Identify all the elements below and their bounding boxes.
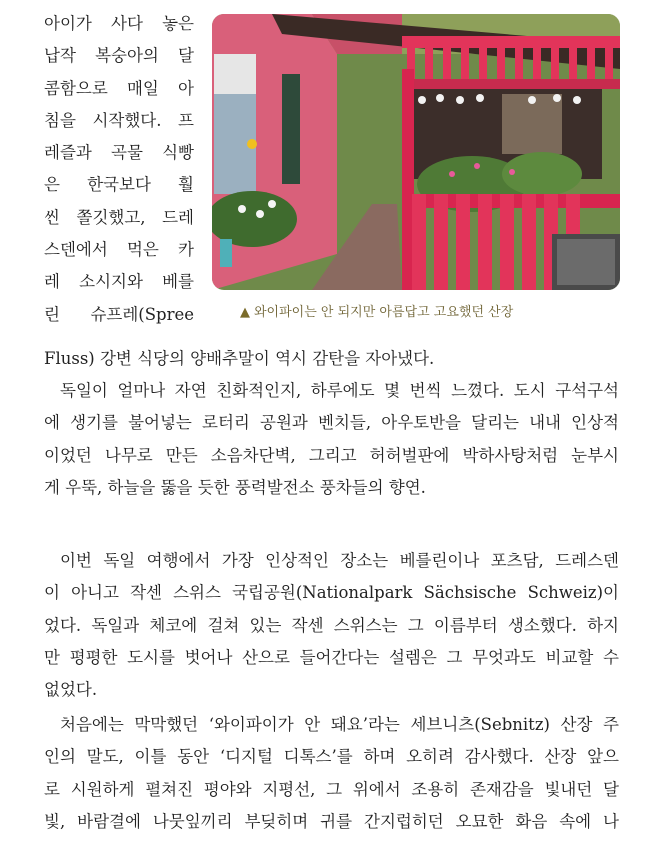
triangle-icon: ▲ [240, 305, 250, 320]
text-line: 독일이 얼마나 자연 친화적인지, 하루에도 몇 번씩 느꼈다. 도시 구석구석 [60, 381, 619, 400]
paragraph-2 [44, 375, 619, 504]
paragraph-1 [44, 343, 619, 375]
text-line: 만 평평한 도시를 벗어나 산으로 들어간다는 설렘은 그 무엇과도 비교할 수 [44, 647, 619, 667]
photo-caption [240, 301, 513, 320]
cottage-photo [212, 14, 620, 290]
text-line: 레즐과 곡물 식빵 [44, 143, 194, 163]
text-line: 없었다. [44, 680, 98, 700]
text-line: 콤함으로 매일 아 [44, 78, 194, 98]
text-line: 빛, 바람결에 나뭇잎끼리 부딪히며 귀를 간지럽히던 오묘한 화음 속에 나 [44, 811, 619, 831]
paragraph-4 [44, 709, 619, 838]
text-line: 인의 말도, 이틀 동안 ‘디지털 디톡스’를 하며 오히려 감사했다. 산장 앞으 [44, 747, 619, 767]
text-line: 린 슈프레(Spree [44, 304, 194, 324]
text-line: 납작 복숭아의 달 [44, 46, 194, 66]
text-line: 었다. 독일과 체코에 걸쳐 있는 작센 스위스는 그 이름부터 생소했다. 하지 [44, 615, 619, 635]
paragraph-3 [44, 545, 619, 706]
text-line: 침을 시작했다. 프 [44, 110, 194, 130]
text-line: 씬 쫄깃했고, 드레 [44, 207, 194, 227]
text-line: 아이가 사다 놓은 [44, 14, 194, 33]
text-line: 이번 독일 여행에서 가장 인상적인 장소는 베를린이나 포츠담, 드레스덴 [60, 551, 619, 570]
text-line: 이었던 나무로 만든 소음차단벽, 그리고 허허벌판에 박하사탕처럼 눈부시 [44, 445, 619, 465]
text-line: 에 생기를 불어넣는 로터리 공원과 벤치들, 아우토반을 달리는 내내 인상적 [44, 413, 619, 433]
text-line: 레 소시지와 베를 [44, 272, 194, 292]
text-line: 은 한국보다 훨 [44, 175, 194, 195]
text-line: 이 아니고 작센 스위스 국립공원(Nationalpark Sächsische Schweiz)이 [44, 583, 619, 603]
caption-text: 와이파이는 안 되지만 아름답고 고요했던 산장 [254, 305, 514, 320]
text-line: 게 우뚝, 하늘을 뚫을 듯한 풍력발전소 풍차들의 향연. [44, 477, 426, 497]
text-line: 처음에는 막막했던 ‘와이파이가 안 돼요’라는 세브니츠(Sebnitz) 산장 주 [60, 715, 619, 734]
text-line: 스덴에서 먹은 카 [44, 240, 194, 260]
wrap-text-column [44, 8, 194, 331]
text-line: 로 시원하게 펼쳐진 평야와 지평선, 그 위에서 조용히 존재감을 빛내던 달 [44, 779, 619, 799]
text-line: Fluss) 강변 식당의 양배추말이 역시 감탄을 자아냈다. [44, 349, 435, 368]
